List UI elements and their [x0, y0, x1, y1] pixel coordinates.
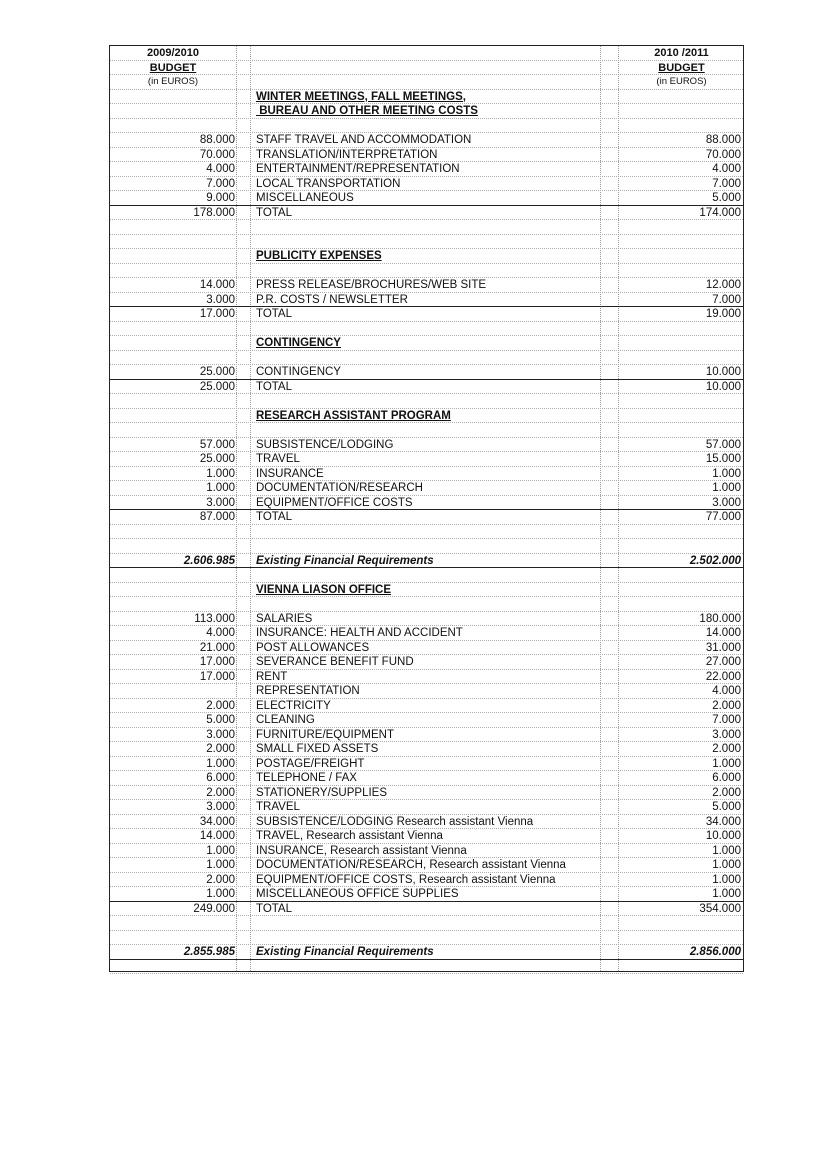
line-item-description: PRESS RELEASE/BROCHURES/WEB SITE	[256, 279, 487, 291]
table-row	[110, 902, 743, 917]
header-left-budget: BUDGET	[149, 61, 197, 74]
summary-row	[110, 945, 743, 960]
budget-2009-value: 17.000	[199, 656, 235, 668]
budget-2010-value: 3.000	[712, 728, 741, 741]
budget-2009-value: 1.000	[206, 757, 235, 770]
budget-2009-value: 3.000	[206, 801, 235, 813]
budget-2009-value: 2.000	[206, 699, 235, 712]
table-row	[110, 815, 743, 830]
section-heading-row	[110, 249, 743, 264]
budget-2010-value: 4.000	[712, 685, 741, 697]
line-item-description: TRAVEL	[256, 801, 300, 813]
line-item-description: PUBLICITY EXPENSES	[256, 250, 382, 262]
budget-2009-value: 178.000	[193, 206, 235, 219]
blank-row	[110, 525, 743, 540]
table-row	[110, 162, 743, 177]
header-row	[110, 75, 743, 90]
budget-2010-value: 14.000	[705, 627, 741, 639]
table-row	[110, 626, 743, 641]
line-item-description: Existing Financial Requirements	[256, 554, 434, 567]
table-row	[110, 858, 743, 873]
line-item-description: P.R. COSTS / NEWSLETTER	[256, 293, 408, 306]
line-item-description: LOCAL TRANSPORTATION	[256, 177, 401, 190]
table-row	[110, 148, 743, 163]
budget-2010-value: 19.000	[705, 308, 741, 320]
line-item-description: INSURANCE, Research assistant Vienna	[256, 844, 467, 857]
table-row	[110, 655, 743, 670]
line-item-description: REPRESENTATION	[256, 685, 360, 697]
budget-2009-value: 25.000	[199, 366, 235, 378]
budget-2009-value: 70.000	[199, 148, 235, 161]
line-item-description: SMALL FIXED ASSETS	[256, 743, 379, 755]
budget-2010-value: 1.000	[712, 873, 741, 886]
budget-2009-value: 3.000	[206, 293, 235, 306]
blank-row	[110, 322, 743, 337]
budget-2010-value: 1.000	[712, 757, 741, 770]
budget-2009-value: 2.000	[206, 786, 235, 799]
budget-2009-value: 1.000	[206, 844, 235, 857]
budget-2010-value: 27.000	[705, 656, 741, 668]
budget-2010-value: 2.000	[712, 699, 741, 712]
budget-2009-value: 4.000	[206, 627, 235, 639]
budget-2009-value: 5.000	[206, 714, 235, 726]
table-row	[110, 786, 743, 801]
blank-row	[110, 916, 743, 931]
budget-2010-value: 7.000	[712, 293, 741, 306]
budget-2010-value: 7.000	[712, 177, 741, 190]
line-item-description: TELEPHONE / FAX	[256, 772, 357, 784]
line-item-description: SEVERANCE BENEFIT FUND	[256, 656, 414, 668]
line-item-description: RESEARCH ASSISTANT PROGRAM	[256, 409, 451, 422]
line-item-description: SUBSISTENCE/LODGING	[256, 438, 394, 451]
line-item-description: INSURANCE	[256, 467, 324, 480]
budget-2010-value: 6.000	[712, 772, 741, 784]
budget-2009-value: 17.000	[199, 308, 235, 320]
blank-row	[110, 264, 743, 279]
table-row	[110, 684, 743, 699]
budget-2010-value: 34.000	[705, 815, 741, 828]
budget-2010-value: 2.000	[712, 743, 741, 755]
table-row	[110, 365, 743, 380]
line-item-description: BUREAU AND OTHER MEETING COSTS	[256, 105, 478, 117]
budget-2010-value: 1.000	[712, 859, 741, 871]
budget-2010-value: 1.000	[712, 888, 741, 900]
line-item-description: ELECTRICITY	[256, 699, 331, 712]
budget-2009-value: 4.000	[206, 163, 235, 175]
header-row	[110, 61, 743, 76]
header-left-year: 2009/2010	[147, 47, 199, 59]
table-row	[110, 467, 743, 482]
budget-2009-value: 14.000	[199, 279, 235, 291]
line-item-description: TOTAL	[256, 511, 292, 523]
line-item-description: TOTAL	[256, 308, 292, 320]
section-heading-row	[110, 90, 743, 105]
line-item-description: Existing Financial Requirements	[256, 946, 434, 958]
budget-2009-value: 14.000	[199, 830, 235, 842]
budget-2010-value: 5.000	[712, 801, 741, 813]
budget-2009-value: 2.000	[206, 743, 235, 755]
budget-2009-value: 25.000	[199, 453, 235, 465]
budget-2009-value: 1.000	[206, 859, 235, 871]
budget-2009-value: 2.855.985	[183, 946, 235, 958]
table-row	[110, 307, 743, 322]
budget-2010-value: 2.502.000	[689, 554, 741, 567]
budget-2009-value: 25.000	[199, 380, 235, 393]
blank-row	[110, 539, 743, 554]
budget-2010-value: 1.000	[712, 482, 741, 494]
line-item-description: RENT	[256, 670, 288, 683]
line-item-description: DOCUMENTATION/RESEARCH, Research assistant Vienna	[256, 859, 566, 871]
budget-2010-value: 70.000	[705, 148, 741, 161]
budget-2009-value: 1.000	[206, 482, 235, 494]
line-item-description: POSTAGE/FREIGHT	[256, 757, 365, 770]
budget-table	[109, 45, 744, 972]
budget-2010-value: 180.000	[699, 612, 741, 625]
budget-2010-value: 4.000	[712, 163, 741, 175]
budget-2009-value: 34.000	[199, 815, 235, 828]
budget-2009-value	[110, 684, 235, 699]
table-row	[110, 496, 743, 511]
table-row	[110, 278, 743, 293]
blank-row	[110, 597, 743, 612]
line-item-description: TRANSLATION/INTERPRETATION	[256, 148, 438, 161]
line-item-description: MISCELLANEOUS OFFICE SUPPLIES	[256, 888, 459, 900]
line-item-description: FURNITURE/EQUIPMENT	[256, 728, 394, 741]
budget-2010-value: 15.000	[705, 453, 741, 465]
blank-row	[110, 423, 743, 438]
blank-row	[110, 235, 743, 250]
table-row	[110, 713, 743, 728]
line-item-description: TRAVEL, Research assistant Vienna	[256, 830, 443, 842]
budget-2010-value: 3.000	[712, 496, 741, 509]
line-item-description: WINTER MEETINGS, FALL MEETINGS,	[256, 90, 466, 103]
budget-2009-value: 249.000	[193, 902, 235, 915]
table-row	[110, 771, 743, 786]
header-left-unit: (in EUROS)	[147, 76, 199, 87]
table-row	[110, 829, 743, 844]
table-row	[110, 699, 743, 714]
section-heading-row	[110, 336, 743, 351]
table-row	[110, 670, 743, 685]
budget-2010-value: 22.000	[705, 670, 741, 683]
blank-row	[110, 351, 743, 366]
table-row	[110, 481, 743, 496]
header-right-year: 2010 /2011	[654, 47, 709, 59]
blank-row	[110, 931, 743, 946]
budget-2010-value: 1.000	[712, 844, 741, 857]
table-row	[110, 177, 743, 192]
line-item-description: SALARIES	[256, 612, 313, 625]
section-heading-row	[110, 104, 743, 119]
budget-2010-value: 77.000	[705, 511, 741, 523]
budget-2010-value: 174.000	[699, 206, 741, 219]
table-row	[110, 873, 743, 888]
budget-2009-value: 87.000	[199, 511, 235, 523]
line-item-description: VIENNA LIASON OFFICE	[256, 583, 392, 596]
table-row	[110, 452, 743, 467]
blank-row	[110, 119, 743, 134]
line-item-description: POST ALLOWANCES	[256, 641, 370, 654]
line-item-description: SUBSISTENCE/LODGING Research assistant Vienna	[256, 815, 534, 828]
budget-2010-value: 7.000	[712, 714, 741, 726]
line-item-description: CONTINGENCY	[256, 337, 341, 349]
table-row	[110, 191, 743, 206]
budget-2010-value: 12.000	[705, 279, 741, 291]
line-item-description: TOTAL	[256, 206, 292, 219]
budget-2009-value: 1.000	[206, 467, 235, 480]
line-item-description: TOTAL	[256, 902, 292, 915]
budget-2010-value: 2.856.000	[689, 946, 741, 958]
blank-row	[110, 960, 743, 975]
budget-2009-value: 1.000	[206, 888, 235, 900]
table-row	[110, 380, 743, 395]
budget-2010-value: 31.000	[705, 641, 741, 654]
table-row	[110, 641, 743, 656]
budget-2009-value: 3.000	[206, 496, 235, 509]
budget-2009-value: 3.000	[206, 728, 235, 741]
header-right-budget: BUDGET	[658, 61, 705, 74]
line-item-description: DOCUMENTATION/RESEARCH	[256, 482, 423, 494]
line-item-description: STATIONERY/SUPPLIES	[256, 786, 388, 799]
line-item-description: TOTAL	[256, 380, 292, 393]
line-item-description: TRAVEL	[256, 453, 300, 465]
table-row	[110, 800, 743, 815]
budget-2009-value: 9.000	[206, 192, 235, 204]
budget-2010-value: 1.000	[712, 467, 741, 480]
section-heading-row	[110, 409, 743, 424]
line-item-description: MISCELLANEOUS	[256, 192, 354, 204]
line-item-description: STAFF TRAVEL AND ACCOMMODATION	[256, 134, 472, 146]
table-row	[110, 438, 743, 453]
budget-2009-value: 2.000	[206, 873, 235, 886]
line-item-description: EQUIPMENT/OFFICE COSTS, Research assistant Vienna	[256, 873, 556, 886]
blank-row	[110, 394, 743, 409]
budget-2009-value: 21.000	[199, 641, 235, 654]
table-row	[110, 293, 743, 308]
budget-2009-value: 2.606.985	[183, 554, 235, 567]
header-right-unit: (in EUROS)	[656, 76, 707, 87]
budget-2009-value: 88.000	[199, 134, 235, 146]
table-row	[110, 887, 743, 902]
budget-2010-value: 57.000	[705, 438, 741, 451]
budget-2009-value: 7.000	[206, 177, 235, 190]
budget-2010-value: 10.000	[705, 366, 741, 378]
budget-2009-value: 113.000	[194, 612, 235, 625]
summary-row	[110, 554, 743, 569]
header-row	[110, 46, 743, 61]
budget-2010-value: 10.000	[705, 830, 741, 842]
line-item-description: CLEANING	[256, 714, 315, 726]
table-row	[110, 133, 743, 148]
section-heading-row	[110, 583, 743, 598]
budget-2010-value: 5.000	[712, 192, 741, 204]
budget-2010-value: 88.000	[705, 134, 741, 146]
table-row	[110, 844, 743, 859]
table-row	[110, 757, 743, 772]
table-row	[110, 742, 743, 757]
budget-2010-value: 2.000	[712, 786, 741, 799]
budget-2010-value: 354.000	[699, 902, 741, 915]
budget-2009-value: 57.000	[199, 438, 235, 451]
table-row	[110, 510, 743, 525]
budget-2009-value: 17.000	[199, 670, 235, 683]
budget-2010-value: 10.000	[705, 380, 741, 393]
blank-row	[110, 568, 743, 583]
line-item-description: CONTINGENCY	[256, 366, 341, 378]
table-row	[110, 612, 743, 627]
line-item-description: ENTERTAINMENT/REPRESENTATION	[256, 163, 460, 175]
line-item-description: EQUIPMENT/OFFICE COSTS	[256, 496, 413, 509]
blank-row	[110, 220, 743, 235]
budget-2009-value: 6.000	[206, 772, 235, 784]
table-row	[110, 206, 743, 221]
table-row	[110, 728, 743, 743]
line-item-description: INSURANCE: HEALTH AND ACCIDENT	[256, 627, 463, 639]
